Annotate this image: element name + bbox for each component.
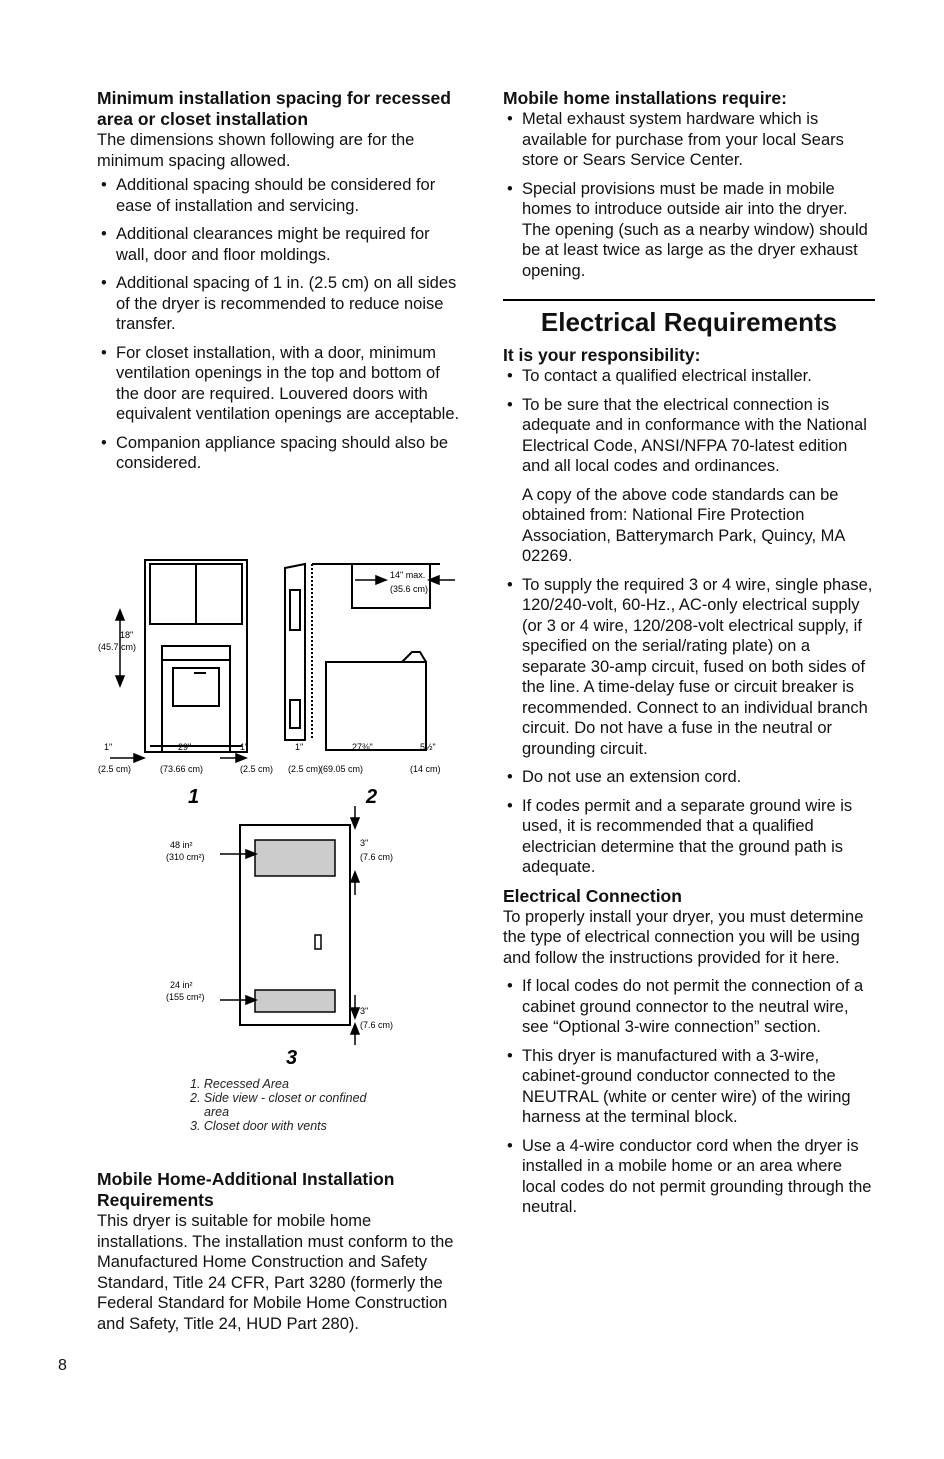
heading-mobile-requirements: Mobile home installations require: bbox=[503, 88, 787, 108]
section-title: Electrical Requirements bbox=[540, 307, 838, 337]
dim-1-right: 1" bbox=[240, 742, 249, 752]
dim-side-1: 1" bbox=[295, 742, 304, 752]
dim-27-cm: (69.05 cm) bbox=[320, 764, 364, 774]
list-item: • For closet installation, with a door, minimum ventilation openings in the top and bottom of the door are required. Louvered doors with equivalent ventilation openings are acceptable. bbox=[97, 343, 462, 425]
dim-1-left-cm: (2.5 cm) bbox=[98, 764, 132, 774]
page-number: 8 bbox=[58, 1357, 67, 1374]
intro-text: The dimensions shown following are for the minimum spacing allowed. bbox=[97, 131, 415, 170]
dim-3-top: 3" bbox=[360, 838, 369, 848]
heading-electrical-connection: Electrical Connection bbox=[503, 885, 682, 906]
caption-2b: area bbox=[204, 1105, 230, 1119]
dim-48: 48 in² bbox=[170, 840, 193, 850]
dim-3-bottom: 3" bbox=[360, 1006, 369, 1016]
mobile-requirements-list bbox=[503, 109, 875, 281]
code-standards-note: A copy of the above code standards can be obtained from: National Fire Protection Association, Batterymarch Park, Quincy, MA 02269. bbox=[522, 485, 845, 565]
heading-mobile-home: Mobile Home-Additional Installation Requirements bbox=[97, 1169, 395, 1210]
dim-29: 29" bbox=[178, 742, 192, 752]
list-item: • Metal exhaust system hardware which is available for purchase from your local Sears store or Sears Service Center. bbox=[503, 109, 875, 171]
right-column bbox=[503, 88, 875, 1226]
connection-text: To properly install your dryer, you must determine the type of electrical connection you will be using and follow the instructions provided for it here. bbox=[503, 907, 864, 967]
list-item: • If local codes do not permit the connection of a cabinet ground connector to the neutral wire, see “Optional 3-wire connection” section. bbox=[503, 976, 875, 1038]
list-item: • Companion appliance spacing should also be considered. bbox=[97, 433, 462, 474]
spacing-list bbox=[97, 175, 462, 474]
mobile-home-text: This dryer is suitable for mobile home installations. The installation must conform to the Manufactured Home Construction and Safety Standard, Title 24 CFR, Part 3280 (formerly the Federal Standard for Mobile Home Construction and Safety, Title 24, HUD Part 280). bbox=[97, 1212, 454, 1333]
heading-min-spacing: Minimum installation spacing for recessed area or closet installation bbox=[97, 88, 451, 129]
supply-list bbox=[503, 575, 875, 878]
list-item: • To supply the required 3 or 4 wire, single phase, 120/240-volt, 60-Hz., AC-only electrical supply (or 3 or 4 wire, 120/208-volt electrical supply, if specified on the serial/rating plate) on a separate 30-amp circuit, fused on both sides of the line. A time-delay fuse or circuit breaker is recommended. Connect to an individual branch circuit. Do not have a fuse in the neutral or grounding circuit. bbox=[503, 575, 875, 760]
list-item: • Special provisions must be made in mobile homes to introduce outside air into the dryer. The opening (such as a nearby window) should be at least twice as large as the dryer exhaust opening. bbox=[503, 179, 875, 282]
list-item: • Additional clearances might be required for wall, door and floor moldings. bbox=[97, 224, 462, 265]
heading-responsibility: It is your responsibility: bbox=[503, 345, 701, 365]
list-item: • Additional spacing of 1 in. (2.5 cm) on all sides of the dryer is recommended to reduce noise transfer. bbox=[97, 273, 462, 335]
list-item: • Do not use an extension cord. bbox=[503, 767, 875, 788]
figure-2-number: 2 bbox=[366, 786, 378, 808]
dim-48-cm: (310 cm²) bbox=[166, 852, 205, 862]
dim-1-right-cm: (2.5 cm) bbox=[240, 764, 274, 774]
dim-side-1-cm: (2.5 cm) bbox=[288, 764, 322, 774]
dryer-side bbox=[326, 662, 426, 750]
connection-list bbox=[503, 976, 875, 1218]
dim-27: 27⅜" bbox=[352, 742, 373, 752]
dim-1-left: 1" bbox=[104, 742, 113, 752]
dim-3-top-cm: (7.6 cm) bbox=[360, 852, 394, 862]
installation-diagrams bbox=[90, 550, 470, 1080]
figure-1-number: 1 bbox=[188, 786, 200, 808]
dim-18: 18" bbox=[120, 630, 134, 640]
list-item: • Use a 4-wire conductor cord when the dryer is installed in a mobile home or an area where local codes do not permit grounding through the neutral. bbox=[503, 1136, 875, 1218]
list-item: • If codes permit and a separate ground wire is used, it is recommended that a qualified electrician determine that the ground path is adequate. bbox=[503, 796, 875, 878]
list-item: • This dryer is manufactured with a 3-wire, cabinet-ground conductor connected to the NEUTRAL (white or center wire) of the wiring harness at the terminal block. bbox=[503, 1046, 875, 1128]
door-handle bbox=[315, 935, 321, 949]
dim-29-cm: (73.66 cm) bbox=[160, 764, 204, 774]
dim-24: 24 in² bbox=[170, 980, 193, 990]
responsibility-list bbox=[503, 366, 875, 477]
section-divider bbox=[503, 299, 875, 301]
dim-24-cm: (155 cm²) bbox=[166, 992, 205, 1002]
caption-3: 3. Closet door with vents bbox=[190, 1119, 327, 1133]
list-item: • Additional spacing should be considered for ease of installation and servicing. bbox=[97, 175, 462, 216]
caption-2: 2. Side view - closet or confined bbox=[190, 1091, 367, 1105]
dim-5-cm: (14 cm) bbox=[410, 764, 441, 774]
figure-captions bbox=[190, 1077, 366, 1133]
mobile-home-section bbox=[97, 1169, 462, 1334]
list-item: • To contact a qualified electrical installer. bbox=[503, 366, 875, 387]
caption-1: 1. Recessed Area bbox=[190, 1077, 289, 1091]
bottom-vent bbox=[255, 990, 335, 1012]
top-vent bbox=[255, 840, 335, 876]
dim-3-bottom-cm: (7.6 cm) bbox=[360, 1020, 394, 1030]
list-item: • To be sure that the electrical connection is adequate and in conformance with the National Electrical Code, ANSI/NFPA 70-latest edition and all local codes and ordinances. bbox=[503, 395, 875, 477]
left-column bbox=[97, 88, 462, 482]
dim-5: 5½" bbox=[420, 742, 436, 752]
dim-14: 14" max. bbox=[390, 570, 426, 580]
figure-3-number: 3 bbox=[286, 1047, 298, 1069]
dim-18-cm: (45.7 cm) bbox=[98, 642, 137, 652]
dim-14-cm: (35.6 cm) bbox=[390, 584, 429, 594]
